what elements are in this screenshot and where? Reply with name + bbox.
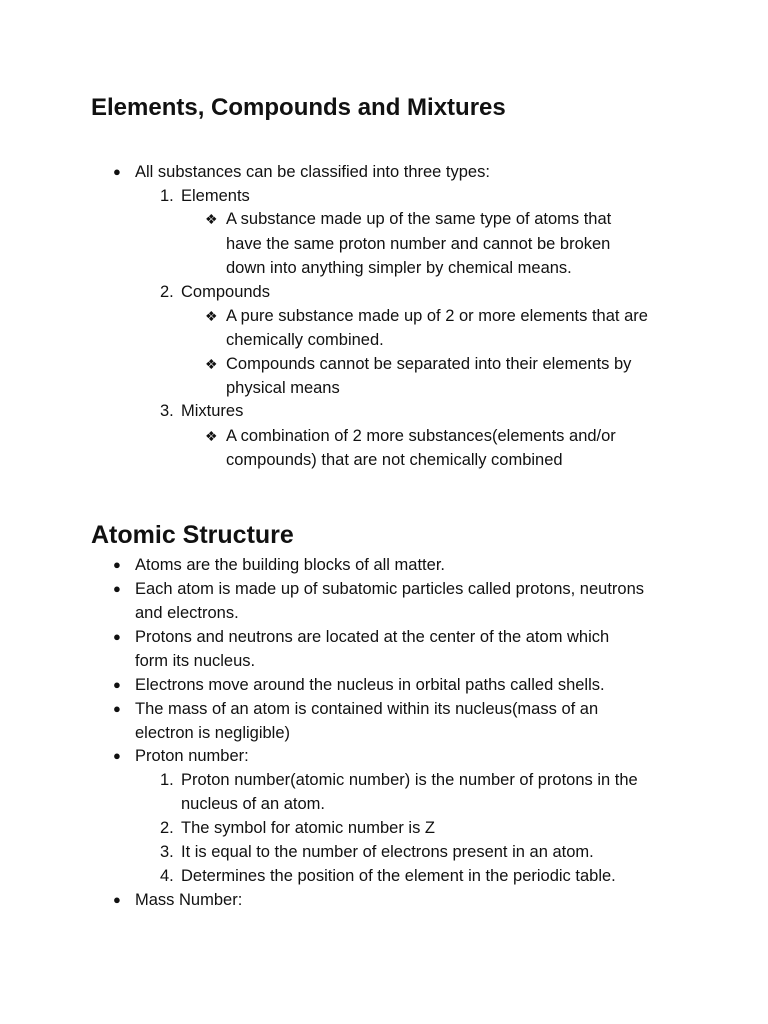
mass-number-label: Mass Number:: [135, 891, 243, 909]
item-number: 1.: [160, 771, 174, 789]
proton-item-text: It is equal to the number of electrons present in an atom.: [181, 843, 594, 861]
diamond-bullet-icon: ❖: [205, 356, 218, 372]
item-number: 4.: [160, 867, 174, 885]
definition-line: compounds) that are not chemically combined: [226, 451, 563, 469]
proton-item-text: Determines the position of the element in the periodic table.: [181, 867, 616, 885]
item-number: 2.: [160, 819, 174, 837]
bullet-icon: ●: [113, 892, 121, 907]
proton-number-label: Proton number:: [135, 747, 249, 765]
definition-line: have the same proton number and cannot be broken: [226, 235, 611, 253]
intro-text: All substances can be classified into three types:: [135, 163, 490, 181]
bullet-icon: ●: [113, 557, 121, 572]
type-number: 1.: [160, 187, 174, 205]
diamond-bullet-icon: ❖: [205, 428, 218, 444]
type-label-mixtures: Mixtures: [181, 402, 244, 420]
definition-line: physical means: [226, 379, 340, 397]
bullet-icon: ●: [113, 701, 121, 716]
section-title-atomic-structure: Atomic Structure: [91, 521, 294, 549]
bullet-text: Atoms are the building blocks of all matter.: [135, 556, 445, 574]
definition-line: A combination of 2 more substances(elements and/or: [226, 427, 616, 445]
type-label-elements: Elements: [181, 187, 250, 205]
definition-line: A substance made up of the same type of atoms that: [226, 210, 612, 228]
bullet-icon: ●: [113, 677, 121, 692]
type-label-compounds: Compounds: [181, 283, 270, 301]
definition-line: chemically combined.: [226, 331, 384, 349]
bullet-text: and electrons.: [135, 604, 239, 622]
bullet-text: Protons and neutrons are located at the center of the atom which: [135, 628, 610, 646]
bullet-text: form its nucleus.: [135, 652, 256, 670]
proton-item-text: Proton number(atomic number) is the number of protons in the: [181, 771, 638, 789]
proton-item-text: nucleus of an atom.: [181, 795, 326, 813]
definition-line: A pure substance made up of 2 or more elements that are: [226, 307, 648, 325]
diamond-bullet-icon: ❖: [205, 308, 218, 324]
type-number: 2.: [160, 283, 174, 301]
diamond-bullet-icon: ❖: [205, 211, 218, 227]
definition-line: down into anything simpler by chemical means.: [226, 259, 572, 277]
bullet-text: electron is negligible): [135, 724, 291, 742]
bullet-text: The mass of an atom is contained within its nucleus(mass of an: [135, 700, 599, 718]
bullet-text: Electrons move around the nucleus in orbital paths called shells.: [135, 676, 605, 694]
bullet-icon: ●: [113, 164, 121, 179]
bullet-text: Each atom is made up of subatomic particles called protons, neutrons: [135, 580, 645, 598]
type-number: 3.: [160, 402, 174, 420]
item-number: 3.: [160, 843, 174, 861]
section-title-elements: Elements, Compounds and Mixtures: [91, 94, 506, 121]
proton-item-text: The symbol for atomic number is Z: [181, 819, 435, 837]
bullet-icon: ●: [113, 748, 121, 763]
bullet-icon: ●: [113, 629, 121, 644]
bullet-icon: ●: [113, 581, 121, 596]
definition-line: Compounds cannot be separated into their elements by: [226, 355, 632, 373]
